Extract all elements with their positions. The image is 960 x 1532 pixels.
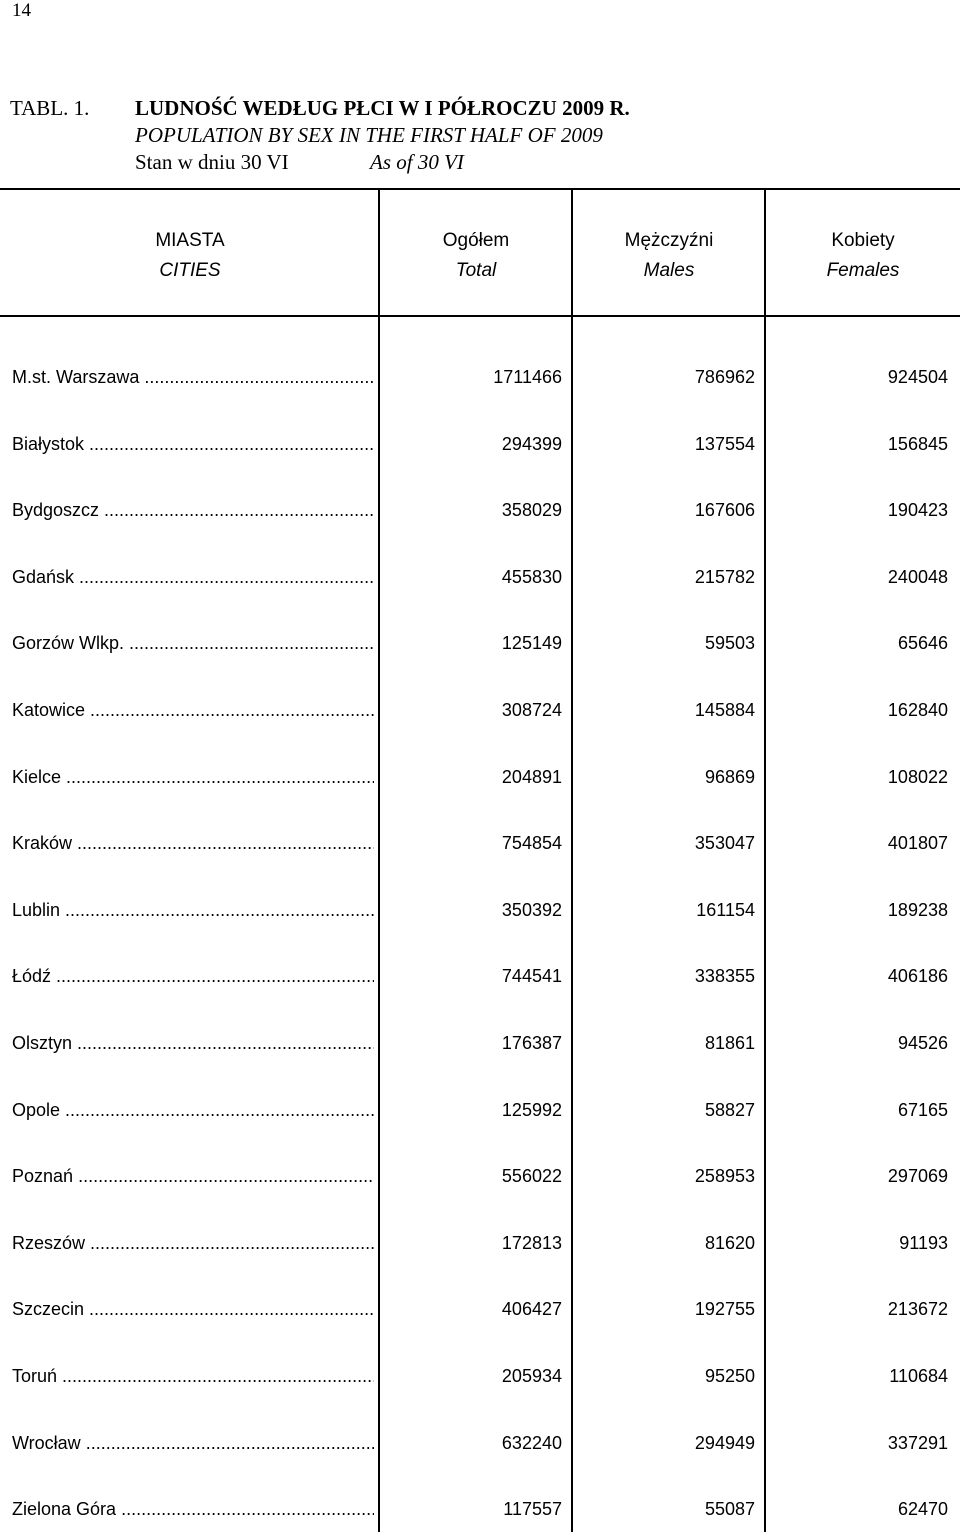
table-title-polish: LUDNOŚĆ WEDŁUG PŁCI W I PÓŁROCZU 2009 R. (135, 96, 630, 120)
males-value: 167606 (694, 500, 755, 521)
males-value: 81861 (704, 1032, 755, 1053)
city-name: Wrocław ..... (12, 1429, 374, 1457)
total-value: 176387 (501, 1032, 562, 1053)
total-value: 204891 (501, 766, 562, 787)
females-value: 67165 (897, 1099, 948, 1120)
city-name: Łódź ..... (12, 962, 374, 990)
males-value: 294949 (694, 1432, 755, 1453)
females-value: 190423 (887, 500, 948, 521)
females-value: 189238 (887, 899, 948, 920)
total-value: 125149 (501, 633, 562, 654)
total-value: 117557 (503, 1499, 562, 1520)
city-name: Kielce ..... (12, 763, 374, 791)
total-value: 556022 (501, 1166, 562, 1187)
table-row (0, 496, 960, 563)
page-number: 14 (12, 0, 31, 21)
header-females-pl: Kobiety (831, 230, 895, 251)
table-row (0, 363, 960, 430)
males-value: 786962 (694, 367, 755, 387)
males-value: 81620 (704, 1232, 755, 1253)
females-value: 62470 (897, 1499, 948, 1520)
table-date-english: As of 30 VI (370, 150, 464, 174)
females-value: 240048 (887, 566, 948, 587)
total-value: 308724 (501, 699, 562, 720)
table-row (0, 696, 960, 763)
header-males-pl: Mężczyźni (624, 230, 714, 251)
city-name: Kraków ..... (12, 829, 374, 857)
table-row (0, 1229, 960, 1296)
city-name: Gorzów Wlkp. ..... (12, 629, 374, 657)
total-value: 294399 (501, 433, 562, 454)
females-value: 162840 (887, 699, 948, 720)
females-value: 924504 (887, 367, 948, 387)
table-row (0, 763, 960, 830)
city-name: Lublin ..... (12, 896, 374, 924)
header-total-en: Total (455, 260, 497, 281)
table-row (0, 563, 960, 630)
table-row (0, 829, 960, 896)
females-value: 297069 (887, 1166, 948, 1187)
males-value: 59503 (704, 633, 755, 654)
females-value: 110684 (889, 1365, 948, 1386)
females-value: 406186 (887, 966, 948, 987)
males-value: 353047 (694, 833, 755, 854)
city-name: Bydgoszcz ..... (12, 496, 374, 524)
header-bottom-rule (0, 315, 960, 317)
males-value: 55087 (704, 1499, 755, 1520)
total-value: 455830 (501, 566, 562, 587)
table-row (0, 430, 960, 497)
city-name: Szczecin ..... (12, 1295, 374, 1323)
females-value: 108022 (887, 766, 948, 787)
header-males (573, 226, 765, 286)
table-top-rule (0, 188, 960, 190)
total-value: 1711466 (493, 367, 562, 387)
total-value: 205934 (501, 1365, 562, 1386)
header-cities-pl: MIASTA (155, 230, 225, 251)
table-row (0, 1295, 960, 1362)
city-name: Poznań ..... (12, 1162, 374, 1190)
city-name: Katowice ..... (12, 696, 374, 724)
table-row (0, 1096, 960, 1163)
city-name: Toruń ..... (12, 1362, 374, 1390)
males-value: 95250 (704, 1365, 755, 1386)
females-value: 65646 (897, 633, 948, 654)
females-value: 94526 (897, 1032, 948, 1053)
males-value: 338355 (694, 966, 755, 987)
table-row (0, 896, 960, 963)
header-cities (0, 226, 380, 286)
females-value: 91193 (899, 1232, 948, 1253)
females-value: 337291 (887, 1432, 948, 1453)
males-value: 161154 (696, 899, 755, 920)
table-row (0, 1495, 960, 1532)
total-value: 632240 (501, 1432, 562, 1453)
males-value: 137554 (694, 433, 755, 454)
table-body (0, 363, 960, 1532)
females-value: 156845 (887, 433, 948, 454)
table-row (0, 962, 960, 1029)
table-row (0, 1162, 960, 1229)
males-value: 58827 (704, 1099, 755, 1120)
city-name: Gdańsk ..... (12, 563, 374, 591)
city-name: Opole ..... (12, 1096, 374, 1124)
males-value: 215782 (694, 566, 755, 587)
city-name: Białystok ..... (12, 430, 374, 458)
header-females (766, 226, 960, 286)
header-females-en: Females (826, 260, 900, 281)
city-name: M.st. Warszawa ..... (12, 363, 374, 391)
city-name: Zielona Góra ..... (12, 1495, 374, 1523)
header-total (380, 226, 572, 286)
table-row (0, 629, 960, 696)
header-males-en: Males (643, 260, 695, 281)
females-value: 213672 (887, 1299, 948, 1320)
total-value: 350392 (501, 899, 562, 920)
total-value: 406427 (501, 1299, 562, 1320)
males-value: 145884 (694, 699, 755, 720)
total-value: 358029 (501, 500, 562, 521)
header-cities-en: CITIES (159, 260, 221, 281)
males-value: 192755 (694, 1299, 755, 1320)
table-row (0, 1429, 960, 1496)
header-total-pl: Ogółem (442, 230, 510, 251)
city-name: Olsztyn ..... (12, 1029, 374, 1057)
total-value: 125992 (501, 1099, 562, 1120)
females-value: 401807 (887, 833, 948, 854)
males-value: 96869 (704, 766, 755, 787)
table-date-polish: Stan w dniu 30 VI (135, 150, 289, 174)
table-row (0, 1029, 960, 1096)
city-name: Rzeszów ..... (12, 1229, 374, 1257)
table-title-english: POPULATION BY SEX IN THE FIRST HALF OF 2009 (135, 123, 603, 147)
total-value: 744541 (501, 966, 562, 987)
total-value: 172813 (501, 1232, 562, 1253)
total-value: 754854 (501, 833, 562, 854)
table-label: TABL. 1. (10, 96, 90, 120)
table-row (0, 1362, 960, 1429)
males-value: 258953 (694, 1166, 755, 1187)
